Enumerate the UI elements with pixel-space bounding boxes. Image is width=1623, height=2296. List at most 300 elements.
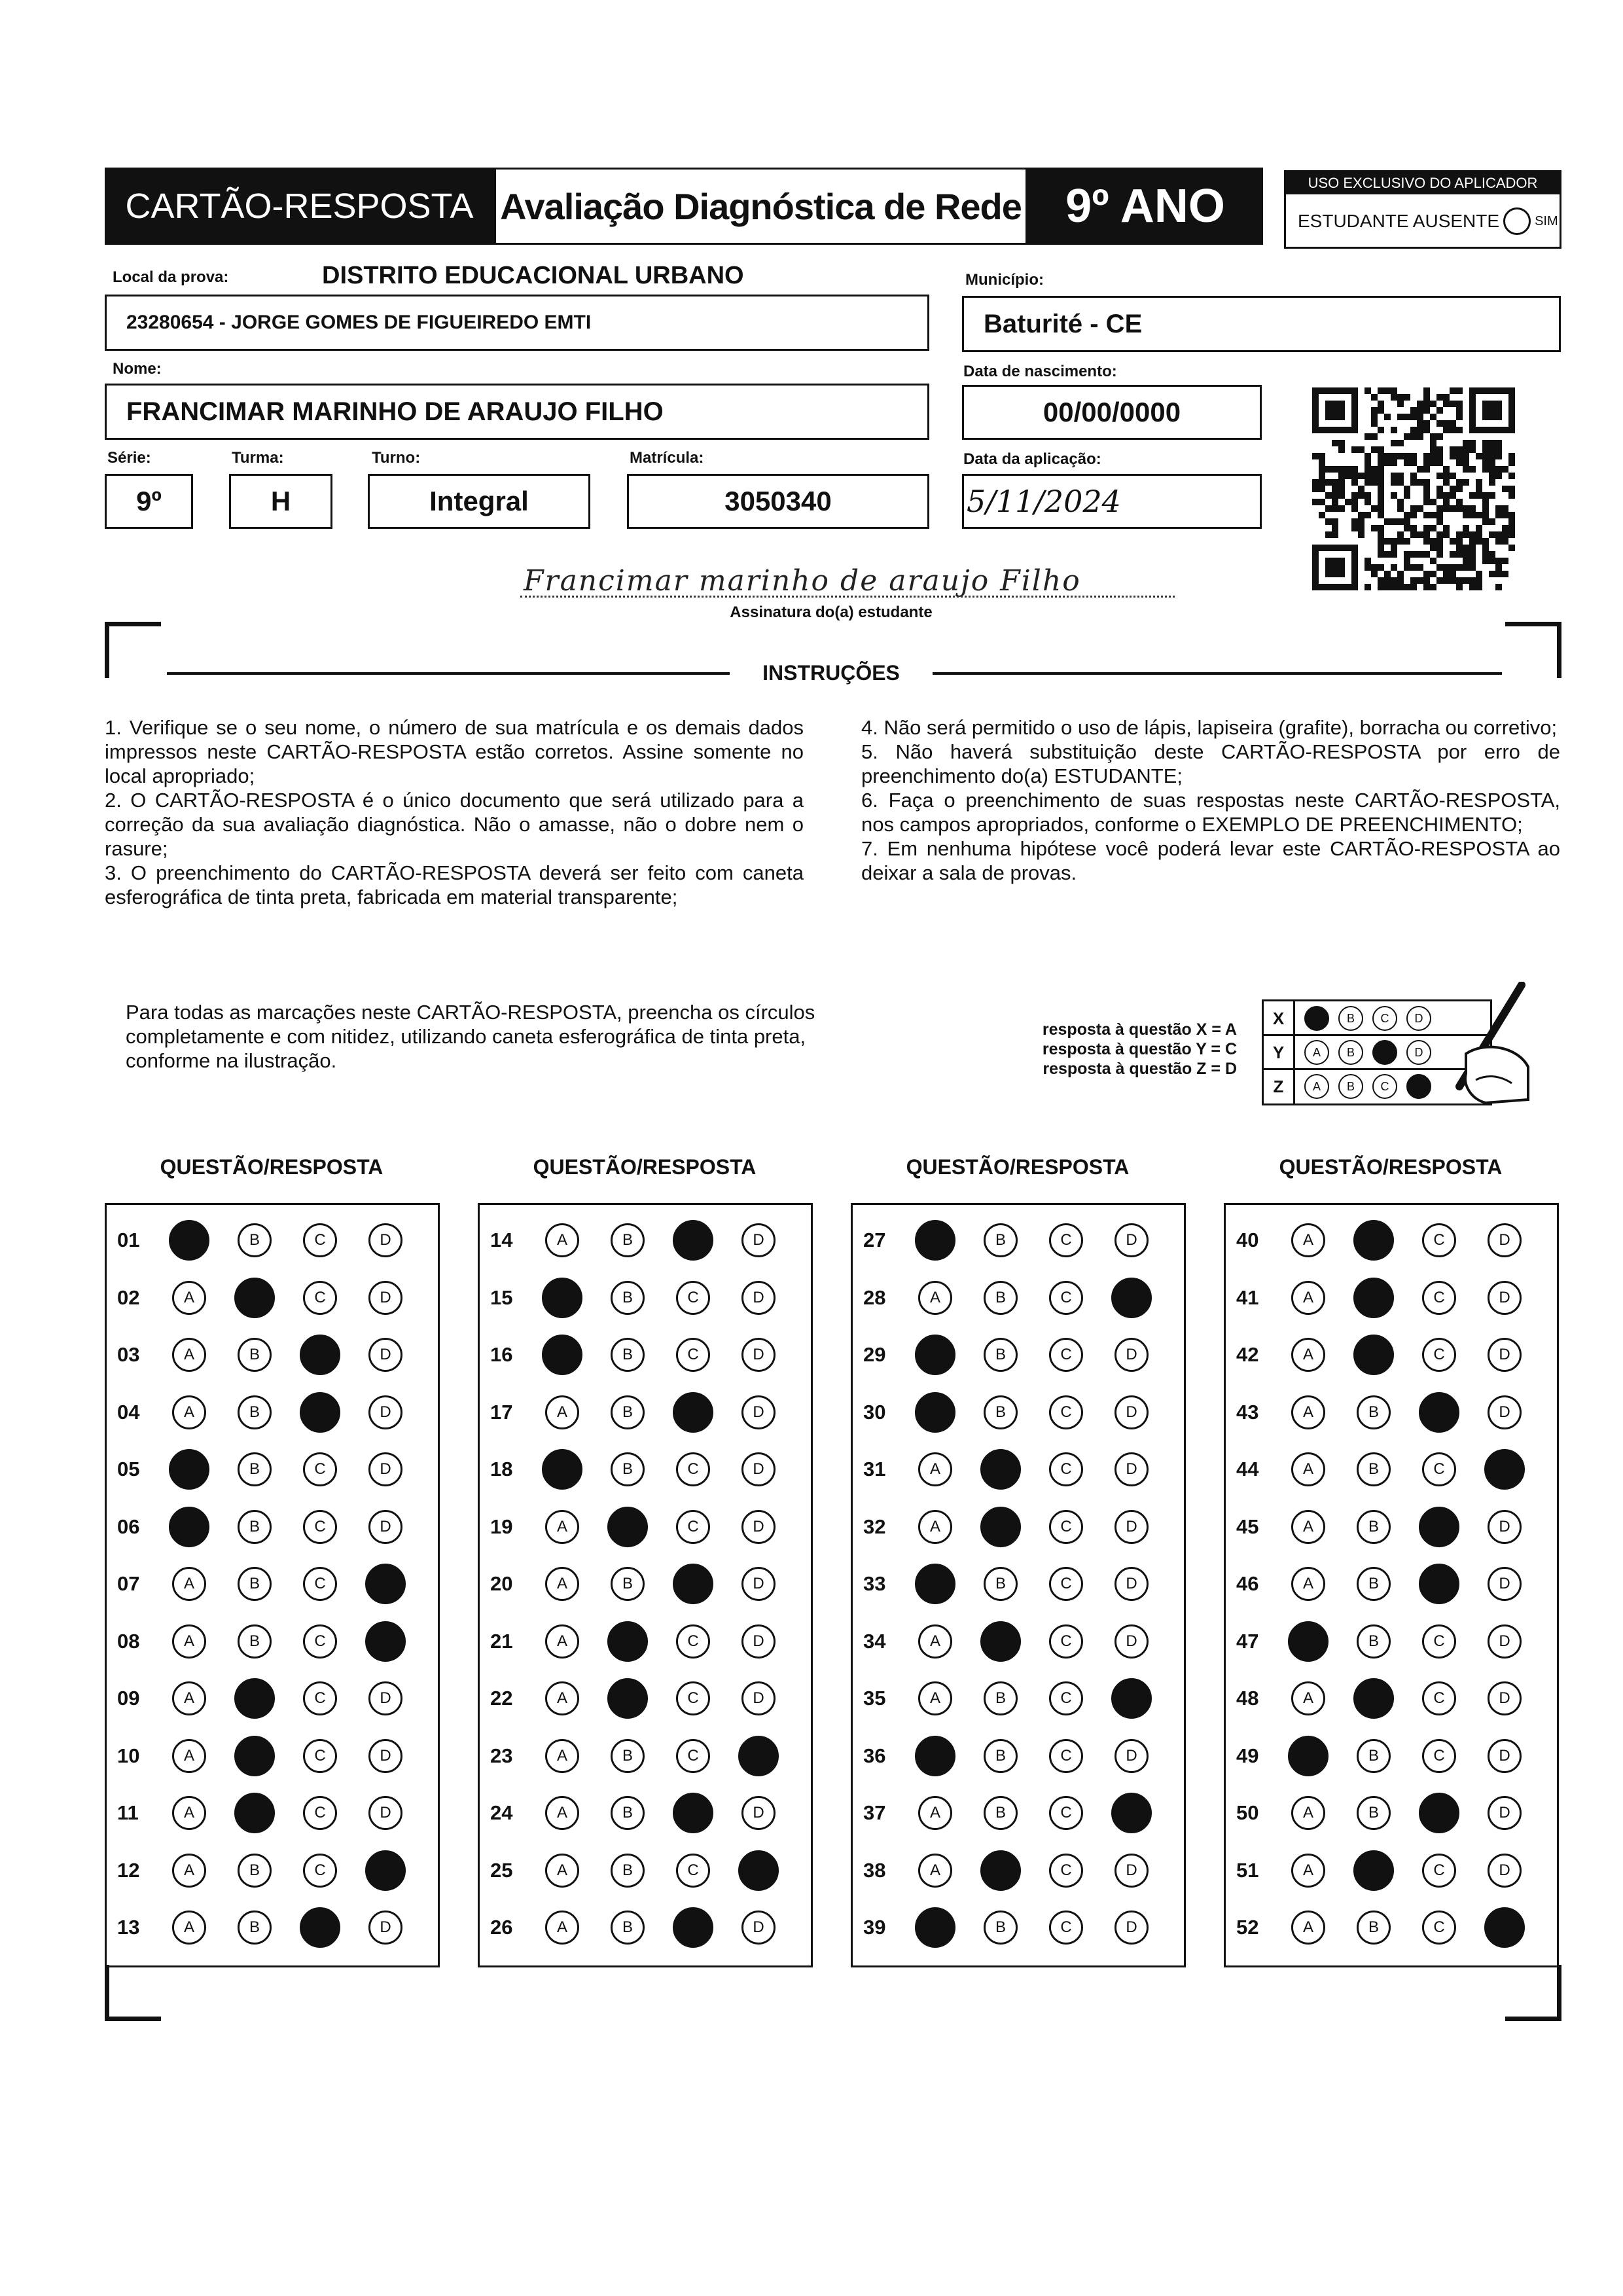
answer-bubble-a[interactable] bbox=[542, 1449, 582, 1490]
question-row bbox=[1226, 1219, 1557, 1259]
answer-bubble-b[interactable]: B bbox=[611, 1395, 645, 1429]
answer-bubble-d[interactable]: D bbox=[741, 1395, 776, 1429]
answer-bubble-a[interactable]: A bbox=[918, 1510, 952, 1544]
answer-bubble-a[interactable]: A bbox=[172, 1395, 206, 1429]
question-row bbox=[107, 1334, 438, 1373]
answer-bubble-c[interactable]: C bbox=[1049, 1624, 1083, 1659]
answer-bubble-b[interactable]: B bbox=[611, 1452, 645, 1486]
answer-bubble-d[interactable]: D bbox=[741, 1796, 776, 1830]
answer-bubble-b[interactable]: B bbox=[238, 1567, 272, 1601]
answer-bubble-b[interactable] bbox=[980, 1621, 1021, 1662]
answer-bubble-d[interactable]: D bbox=[1115, 1338, 1149, 1372]
answer-bubble-b[interactable] bbox=[234, 1278, 275, 1318]
answer-bubble-b[interactable] bbox=[607, 1507, 648, 1547]
example-bubble-c: C bbox=[1372, 1006, 1397, 1031]
answer-bubble-b[interactable]: B bbox=[238, 1624, 272, 1659]
answer-bubble-b[interactable]: B bbox=[984, 1281, 1018, 1315]
answer-bubble-b[interactable]: B bbox=[1357, 1739, 1391, 1773]
answer-bubble-a[interactable]: A bbox=[545, 1223, 579, 1257]
answer-bubble-d[interactable] bbox=[365, 1621, 406, 1662]
question-number: 25 bbox=[490, 1858, 513, 1882]
example-row-key: X bbox=[1264, 1001, 1295, 1035]
answer-bubble-b[interactable] bbox=[607, 1678, 648, 1719]
answer-bubble-b[interactable]: B bbox=[984, 1223, 1018, 1257]
exclusive-use-heading: USO EXCLUSIVO DO APLICADOR bbox=[1286, 172, 1560, 194]
card-title: CARTÃO-RESPOSTA bbox=[105, 168, 494, 245]
column-heading: QUESTÃO/RESPOSTA bbox=[1279, 1155, 1503, 1179]
question-row bbox=[480, 1850, 811, 1889]
answer-bubble-b[interactable] bbox=[234, 1678, 275, 1719]
answer-bubble-c[interactable]: C bbox=[1422, 1854, 1456, 1888]
answer-bubble-a[interactable]: A bbox=[1291, 1395, 1325, 1429]
question-row bbox=[853, 1506, 1184, 1545]
example-bubble-d bbox=[1406, 1074, 1431, 1099]
answer-bubble-d[interactable] bbox=[1484, 1907, 1525, 1948]
example-bubble-a: A bbox=[1304, 1074, 1329, 1099]
question-number: 52 bbox=[1236, 1916, 1259, 1939]
instruction-3: 3. O preenchimento do CARTÃO-RESPOSTA deverá ser feito com caneta esferográfica de tinta preta, fabricada em material transparente; bbox=[105, 861, 804, 908]
answer-bubble-b[interactable]: B bbox=[1357, 1395, 1391, 1429]
answer-bubble-c[interactable]: C bbox=[1049, 1796, 1083, 1830]
answer-bubble-d[interactable]: D bbox=[741, 1281, 776, 1315]
answer-bubble-b[interactable]: B bbox=[611, 1910, 645, 1945]
answer-bubble-b[interactable] bbox=[980, 1850, 1021, 1891]
answer-bubble-c[interactable]: C bbox=[303, 1223, 337, 1257]
answer-bubble-c[interactable]: C bbox=[303, 1452, 337, 1486]
answer-bubble-d[interactable]: D bbox=[1488, 1854, 1522, 1888]
answer-bubble-d[interactable]: D bbox=[1115, 1624, 1149, 1659]
answer-bubble-a[interactable]: A bbox=[918, 1281, 952, 1315]
answer-bubble-c[interactable] bbox=[673, 1907, 713, 1948]
answer-bubble-d[interactable]: D bbox=[741, 1338, 776, 1372]
answer-bubble-a[interactable] bbox=[915, 1392, 955, 1433]
answer-bubble-c[interactable]: C bbox=[303, 1567, 337, 1601]
answer-bubble-c[interactable]: C bbox=[1049, 1910, 1083, 1945]
question-row bbox=[853, 1334, 1184, 1373]
answer-bubble-b[interactable] bbox=[1353, 1678, 1394, 1719]
answer-bubble-a[interactable]: A bbox=[1291, 1510, 1325, 1544]
answer-bubble-c[interactable]: C bbox=[303, 1796, 337, 1830]
answer-bubble-a[interactable]: A bbox=[1291, 1281, 1325, 1315]
answer-bubble-b[interactable]: B bbox=[611, 1739, 645, 1773]
answer-bubble-c[interactable] bbox=[300, 1907, 340, 1948]
answer-bubble-d[interactable]: D bbox=[368, 1223, 402, 1257]
answer-bubble-c[interactable]: C bbox=[1049, 1567, 1083, 1601]
question-row bbox=[480, 1506, 811, 1545]
question-row bbox=[480, 1563, 811, 1602]
answer-bubble-a[interactable]: A bbox=[545, 1395, 579, 1429]
answer-bubble-a[interactable]: A bbox=[918, 1624, 952, 1659]
example-legend-z: resposta à questão Z = D bbox=[1043, 1060, 1237, 1078]
answer-bubble-a[interactable] bbox=[915, 1335, 955, 1375]
answer-bubble-c[interactable]: C bbox=[676, 1510, 710, 1544]
answer-bubble-b[interactable]: B bbox=[611, 1796, 645, 1830]
answer-bubble-d[interactable] bbox=[365, 1564, 406, 1604]
question-row bbox=[107, 1735, 438, 1774]
question-number: 12 bbox=[117, 1858, 140, 1882]
question-number: 20 bbox=[490, 1572, 513, 1595]
answer-bubble-a[interactable]: A bbox=[172, 1338, 206, 1372]
answer-bubble-b[interactable]: B bbox=[984, 1739, 1018, 1773]
answer-bubble-c[interactable]: C bbox=[1049, 1223, 1083, 1257]
answer-bubble-c[interactable]: C bbox=[1422, 1223, 1456, 1257]
example-row-x bbox=[1264, 1001, 1431, 1035]
question-row bbox=[1226, 1792, 1557, 1831]
answer-bubble-b[interactable] bbox=[1353, 1335, 1394, 1375]
answer-bubble-d[interactable]: D bbox=[741, 1910, 776, 1945]
answer-bubble-c[interactable]: C bbox=[1422, 1910, 1456, 1945]
answer-bubble-b[interactable] bbox=[1353, 1278, 1394, 1318]
answer-bubble-d[interactable]: D bbox=[368, 1681, 402, 1715]
grade-badge: 9º ANO bbox=[1027, 168, 1263, 245]
answer-bubble-a[interactable] bbox=[915, 1907, 955, 1948]
answer-bubble-b[interactable]: B bbox=[1357, 1510, 1391, 1544]
question-row bbox=[1226, 1907, 1557, 1946]
answer-bubble-d[interactable]: D bbox=[1115, 1510, 1149, 1544]
answer-bubble-c[interactable] bbox=[300, 1392, 340, 1433]
answer-bubble-d[interactable] bbox=[365, 1850, 406, 1891]
answer-column-1 bbox=[105, 1203, 440, 1967]
answer-bubble-b[interactable]: B bbox=[238, 1338, 272, 1372]
answer-bubble-d[interactable] bbox=[1484, 1449, 1525, 1490]
instructions-right bbox=[861, 715, 1560, 885]
answer-bubble-d[interactable]: D bbox=[1115, 1910, 1149, 1945]
answer-bubble-c[interactable]: C bbox=[303, 1739, 337, 1773]
serie-label: Série: bbox=[107, 449, 151, 467]
answer-bubble-c[interactable]: C bbox=[303, 1281, 337, 1315]
answer-bubble-d[interactable]: D bbox=[741, 1681, 776, 1715]
answer-bubble-c[interactable] bbox=[673, 1220, 713, 1261]
question-row bbox=[480, 1677, 811, 1717]
answer-bubble-b[interactable]: B bbox=[1357, 1796, 1391, 1830]
answer-bubble-a[interactable]: A bbox=[172, 1854, 206, 1888]
answer-bubble-c[interactable]: C bbox=[1049, 1854, 1083, 1888]
answer-bubble-c[interactable] bbox=[1419, 1392, 1459, 1433]
turno-field: Integral bbox=[368, 474, 590, 529]
answer-bubble-b[interactable] bbox=[1353, 1850, 1394, 1891]
answer-bubble-a[interactable]: A bbox=[172, 1624, 206, 1659]
answer-bubble-d[interactable]: D bbox=[741, 1624, 776, 1659]
answer-bubble-b[interactable]: B bbox=[238, 1510, 272, 1544]
answer-bubble-d[interactable]: D bbox=[1115, 1223, 1149, 1257]
answer-bubble-d[interactable]: D bbox=[1488, 1338, 1522, 1372]
answer-bubble-d[interactable]: D bbox=[1488, 1681, 1522, 1715]
answer-bubble-d[interactable]: D bbox=[368, 1910, 402, 1945]
answer-bubble-d[interactable]: D bbox=[368, 1395, 402, 1429]
answer-bubble-b[interactable]: B bbox=[1357, 1452, 1391, 1486]
answer-bubble-c[interactable] bbox=[1419, 1507, 1459, 1547]
answer-bubble-c[interactable]: C bbox=[1049, 1510, 1083, 1544]
answer-bubble-c[interactable]: C bbox=[1049, 1281, 1083, 1315]
answer-bubble-a[interactable]: A bbox=[545, 1796, 579, 1830]
absent-bubble[interactable] bbox=[1503, 207, 1531, 235]
local-label: Local da prova: bbox=[113, 268, 229, 286]
answer-bubble-a[interactable]: A bbox=[172, 1910, 206, 1945]
answer-column-2 bbox=[478, 1203, 813, 1967]
answer-bubble-a[interactable]: A bbox=[172, 1281, 206, 1315]
answer-bubble-d[interactable]: D bbox=[741, 1567, 776, 1601]
answer-bubble-d[interactable]: D bbox=[1115, 1395, 1149, 1429]
question-number: 04 bbox=[117, 1400, 140, 1424]
answer-bubble-b[interactable]: B bbox=[611, 1567, 645, 1601]
answer-bubble-a[interactable]: A bbox=[545, 1910, 579, 1945]
answer-bubble-c[interactable]: C bbox=[1049, 1452, 1083, 1486]
answer-bubble-c[interactable]: C bbox=[303, 1624, 337, 1659]
answer-bubble-c[interactable]: C bbox=[676, 1624, 710, 1659]
answer-bubble-c[interactable]: C bbox=[676, 1338, 710, 1372]
question-row bbox=[1226, 1277, 1557, 1316]
question-number: 34 bbox=[863, 1629, 886, 1653]
answer-bubble-b[interactable]: B bbox=[238, 1395, 272, 1429]
answer-bubble-c[interactable]: C bbox=[1049, 1681, 1083, 1715]
answer-bubble-a[interactable] bbox=[169, 1507, 209, 1547]
answer-bubble-c[interactable] bbox=[1419, 1793, 1459, 1833]
answer-bubble-d[interactable]: D bbox=[368, 1338, 402, 1372]
answer-bubble-b[interactable]: B bbox=[1357, 1567, 1391, 1601]
nome-label: Nome: bbox=[113, 360, 162, 378]
answer-bubble-b[interactable] bbox=[234, 1793, 275, 1833]
answer-bubble-b[interactable]: B bbox=[611, 1223, 645, 1257]
answer-bubble-a[interactable]: A bbox=[545, 1624, 579, 1659]
answer-bubble-b[interactable]: B bbox=[984, 1681, 1018, 1715]
question-row bbox=[853, 1792, 1184, 1831]
answer-bubble-d[interactable]: D bbox=[1488, 1796, 1522, 1830]
question-row bbox=[107, 1563, 438, 1602]
answer-bubble-d[interactable]: D bbox=[1488, 1395, 1522, 1429]
answer-bubble-a[interactable]: A bbox=[1291, 1796, 1325, 1830]
corner-mark-bottom-right bbox=[1505, 1965, 1561, 2021]
answer-bubble-d[interactable]: D bbox=[368, 1796, 402, 1830]
corner-mark-top-right bbox=[1505, 622, 1561, 678]
answer-bubble-a[interactable]: A bbox=[545, 1681, 579, 1715]
question-row bbox=[107, 1219, 438, 1259]
question-number: 13 bbox=[117, 1916, 140, 1939]
answer-bubble-b[interactable]: B bbox=[1357, 1624, 1391, 1659]
answer-bubble-d[interactable]: D bbox=[1488, 1739, 1522, 1773]
answer-bubble-a[interactable]: A bbox=[1291, 1567, 1325, 1601]
answer-bubble-b[interactable] bbox=[1353, 1220, 1394, 1261]
corner-mark-top-left bbox=[105, 622, 161, 678]
answer-bubble-a[interactable]: A bbox=[545, 1739, 579, 1773]
answer-bubble-d[interactable]: D bbox=[368, 1281, 402, 1315]
answer-bubble-c[interactable]: C bbox=[303, 1510, 337, 1544]
serie-field: 9º bbox=[105, 474, 193, 529]
answer-bubble-d[interactable]: D bbox=[1115, 1567, 1149, 1601]
answer-bubble-c[interactable]: C bbox=[676, 1681, 710, 1715]
answer-bubble-d[interactable] bbox=[1111, 1678, 1152, 1719]
question-number: 50 bbox=[1236, 1801, 1259, 1824]
question-number: 29 bbox=[863, 1343, 886, 1366]
answer-bubble-b[interactable]: B bbox=[238, 1223, 272, 1257]
answer-bubble-a[interactable]: A bbox=[545, 1567, 579, 1601]
instructions-rule-left bbox=[167, 672, 730, 675]
answer-bubble-c[interactable]: C bbox=[1049, 1739, 1083, 1773]
question-number: 03 bbox=[117, 1343, 140, 1366]
question-row bbox=[480, 1792, 811, 1831]
answer-bubble-d[interactable]: D bbox=[1488, 1281, 1522, 1315]
answer-bubble-b[interactable]: B bbox=[238, 1910, 272, 1945]
question-row bbox=[107, 1850, 438, 1889]
answer-bubble-b[interactable]: B bbox=[611, 1854, 645, 1888]
question-number: 30 bbox=[863, 1400, 886, 1424]
answer-bubble-a[interactable]: A bbox=[172, 1796, 206, 1830]
question-number: 31 bbox=[863, 1458, 886, 1480]
example-bubble-d: D bbox=[1406, 1040, 1431, 1065]
answer-bubble-c[interactable]: C bbox=[676, 1854, 710, 1888]
answer-bubble-b[interactable]: B bbox=[984, 1395, 1018, 1429]
answer-bubble-b[interactable] bbox=[234, 1736, 275, 1776]
question-row bbox=[1226, 1735, 1557, 1774]
answer-bubble-c[interactable]: C bbox=[676, 1452, 710, 1486]
answer-bubble-d[interactable]: D bbox=[1488, 1567, 1522, 1601]
answer-bubble-b[interactable]: B bbox=[611, 1338, 645, 1372]
exclusive-use-box bbox=[1284, 170, 1561, 249]
answer-bubble-a[interactable]: A bbox=[1291, 1338, 1325, 1372]
school-field: 23280654 - JORGE GOMES DE FIGUEIREDO EMTI bbox=[105, 295, 929, 351]
aplicacao-label: Data da aplicação: bbox=[963, 450, 1101, 468]
answer-bubble-a[interactable] bbox=[1288, 1621, 1329, 1662]
answer-bubble-a[interactable] bbox=[915, 1564, 955, 1604]
instructions-left bbox=[105, 715, 804, 909]
answer-bubble-a[interactable]: A bbox=[1291, 1223, 1325, 1257]
question-row bbox=[1226, 1506, 1557, 1545]
answer-bubble-b[interactable]: B bbox=[984, 1567, 1018, 1601]
answer-bubble-b[interactable]: B bbox=[984, 1338, 1018, 1372]
answer-bubble-a[interactable]: A bbox=[172, 1567, 206, 1601]
answer-bubble-b[interactable] bbox=[980, 1449, 1021, 1490]
answer-bubble-a[interactable]: A bbox=[918, 1452, 952, 1486]
instruction-7: 7. Em nenhuma hipótese você poderá levar este CARTÃO-RESPOSTA ao deixar a sala de provas. bbox=[861, 837, 1560, 884]
question-row bbox=[107, 1621, 438, 1660]
question-row bbox=[107, 1391, 438, 1431]
absent-label: ESTUDANTE AUSENTE bbox=[1298, 211, 1500, 231]
answer-bubble-d[interactable] bbox=[738, 1850, 779, 1891]
answer-bubble-d[interactable]: D bbox=[368, 1510, 402, 1544]
example-bubble-b: B bbox=[1338, 1040, 1363, 1065]
answer-bubble-c[interactable]: C bbox=[1422, 1739, 1456, 1773]
answer-bubble-c[interactable] bbox=[673, 1564, 713, 1604]
example-bubble-c: C bbox=[1372, 1074, 1397, 1099]
question-number: 35 bbox=[863, 1687, 886, 1710]
answer-bubble-d[interactable]: D bbox=[741, 1510, 776, 1544]
answer-bubble-d[interactable] bbox=[738, 1736, 779, 1776]
answer-bubble-a[interactable]: A bbox=[172, 1739, 206, 1773]
matricula-field: 3050340 bbox=[627, 474, 929, 529]
question-number: 44 bbox=[1236, 1458, 1259, 1480]
answer-bubble-b[interactable]: B bbox=[611, 1281, 645, 1315]
answer-bubble-c[interactable] bbox=[300, 1335, 340, 1375]
example-row-y bbox=[1264, 1035, 1431, 1069]
question-row bbox=[480, 1277, 811, 1316]
answer-bubble-b[interactable]: B bbox=[1357, 1910, 1391, 1945]
answer-bubble-c[interactable]: C bbox=[1422, 1624, 1456, 1659]
answer-bubble-b[interactable] bbox=[607, 1621, 648, 1662]
answer-bubble-d[interactable]: D bbox=[741, 1223, 776, 1257]
question-number: 42 bbox=[1236, 1343, 1259, 1366]
answer-bubble-a[interactable] bbox=[169, 1220, 209, 1261]
answer-bubble-a[interactable]: A bbox=[918, 1796, 952, 1830]
question-number: 19 bbox=[490, 1515, 513, 1538]
answer-bubble-c[interactable]: C bbox=[1422, 1681, 1456, 1715]
answer-bubble-a[interactable]: A bbox=[172, 1681, 206, 1715]
answer-bubble-a[interactable] bbox=[542, 1335, 582, 1375]
answer-bubble-a[interactable]: A bbox=[918, 1681, 952, 1715]
answer-bubble-d[interactable]: D bbox=[368, 1452, 402, 1486]
answer-bubble-d[interactable]: D bbox=[1488, 1624, 1522, 1659]
example-row-key: Z bbox=[1264, 1069, 1295, 1103]
answer-bubble-b[interactable] bbox=[980, 1507, 1021, 1547]
answer-bubble-d[interactable]: D bbox=[368, 1739, 402, 1773]
answer-bubble-a[interactable]: A bbox=[1291, 1910, 1325, 1945]
answer-bubble-a[interactable] bbox=[542, 1278, 582, 1318]
answer-bubble-c[interactable]: C bbox=[1049, 1338, 1083, 1372]
example-legend bbox=[982, 1020, 1237, 1079]
answer-bubble-c[interactable]: C bbox=[1422, 1281, 1456, 1315]
answer-bubble-c[interactable] bbox=[673, 1793, 713, 1833]
question-number: 43 bbox=[1236, 1400, 1259, 1424]
answer-bubble-d[interactable] bbox=[1111, 1793, 1152, 1833]
answer-bubble-c[interactable]: C bbox=[676, 1739, 710, 1773]
nascimento-field: 00/00/0000 bbox=[962, 385, 1262, 440]
question-number: 24 bbox=[490, 1801, 513, 1824]
question-number: 37 bbox=[863, 1801, 886, 1824]
answer-bubble-c[interactable]: C bbox=[303, 1681, 337, 1715]
question-number: 38 bbox=[863, 1858, 886, 1882]
answer-bubble-b[interactable]: B bbox=[238, 1452, 272, 1486]
question-row bbox=[853, 1448, 1184, 1488]
answer-bubble-b[interactable]: B bbox=[238, 1854, 272, 1888]
question-row bbox=[107, 1792, 438, 1831]
turma-field: H bbox=[229, 474, 332, 529]
answer-bubble-a[interactable] bbox=[915, 1220, 955, 1261]
answer-bubble-d[interactable]: D bbox=[741, 1452, 776, 1486]
answer-bubble-d[interactable]: D bbox=[1115, 1739, 1149, 1773]
matricula-label: Matrícula: bbox=[630, 449, 704, 467]
answer-bubble-c[interactable]: C bbox=[303, 1854, 337, 1888]
answer-bubble-c[interactable]: C bbox=[1422, 1452, 1456, 1486]
answer-bubble-a[interactable]: A bbox=[918, 1854, 952, 1888]
answer-column-3 bbox=[851, 1203, 1186, 1967]
answer-bubble-a[interactable]: A bbox=[1291, 1681, 1325, 1715]
question-number: 41 bbox=[1236, 1285, 1259, 1309]
example-bubble-a bbox=[1304, 1006, 1329, 1031]
column-heading: QUESTÃO/RESPOSTA bbox=[160, 1155, 383, 1179]
answer-bubble-c[interactable] bbox=[673, 1392, 713, 1433]
district: DISTRITO EDUCACIONAL URBANO bbox=[322, 262, 744, 289]
answer-bubble-a[interactable] bbox=[169, 1449, 209, 1490]
answer-bubble-c[interactable]: C bbox=[1422, 1338, 1456, 1372]
question-row bbox=[1226, 1850, 1557, 1889]
answer-bubble-a[interactable]: A bbox=[1291, 1452, 1325, 1486]
answer-bubble-d[interactable]: D bbox=[1115, 1854, 1149, 1888]
instruction-6: 6. Faça o preenchimento de suas respostas neste CARTÃO-RESPOSTA, nos campos apropriados, conforme o EXEMPLO DE PREENCHIMENTO; bbox=[861, 789, 1560, 836]
answer-bubble-a[interactable]: A bbox=[545, 1510, 579, 1544]
answer-bubble-a[interactable] bbox=[915, 1736, 955, 1776]
answer-bubble-c[interactable] bbox=[1419, 1564, 1459, 1604]
answer-bubble-a[interactable]: A bbox=[1291, 1854, 1325, 1888]
answer-bubble-a[interactable]: A bbox=[545, 1854, 579, 1888]
question-row bbox=[1226, 1391, 1557, 1431]
answer-bubble-c[interactable]: C bbox=[676, 1281, 710, 1315]
answer-bubble-d[interactable]: D bbox=[1115, 1452, 1149, 1486]
answer-bubble-a[interactable] bbox=[1288, 1736, 1329, 1776]
answer-bubble-d[interactable]: D bbox=[1488, 1510, 1522, 1544]
answer-bubble-b[interactable]: B bbox=[984, 1910, 1018, 1945]
answer-bubble-b[interactable]: B bbox=[984, 1796, 1018, 1830]
answer-bubble-d[interactable]: D bbox=[1488, 1223, 1522, 1257]
answer-bubble-d[interactable] bbox=[1111, 1278, 1152, 1318]
answer-bubble-c[interactable]: C bbox=[1049, 1395, 1083, 1429]
